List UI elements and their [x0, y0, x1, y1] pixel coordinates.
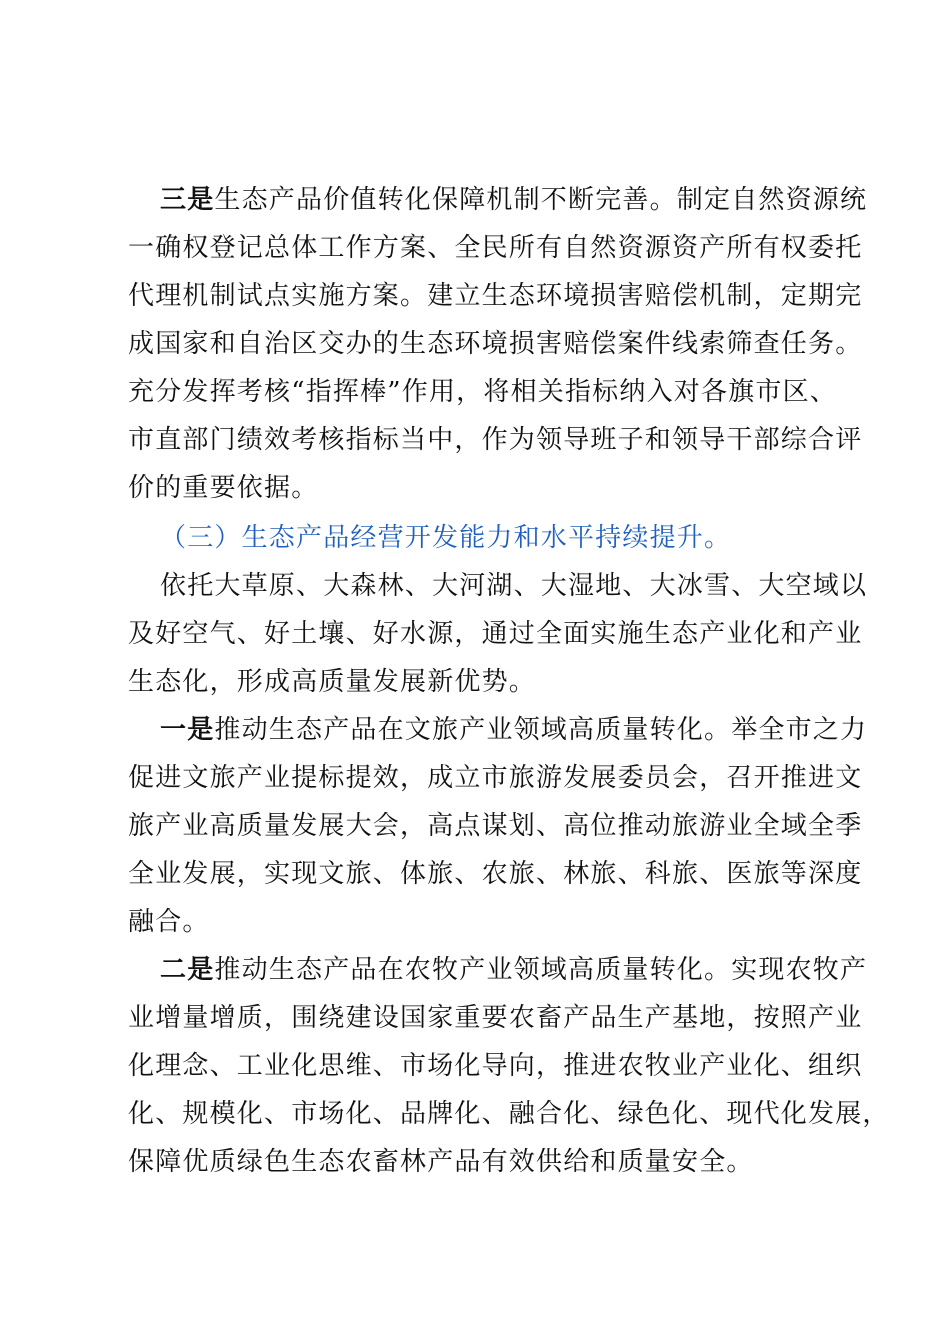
para3-line-2: 促进文旅产业提标提效，成立市旅游发展委员会，召开推进文 [128, 763, 863, 793]
para3-line-1 [160, 710, 867, 750]
para4-line-1 [160, 950, 867, 990]
para1-line-5: 充分发挥考核“指挥棒”作用，将相关指标纳入对各旗市区、 [128, 377, 837, 407]
para4-text-1: 推动生态产品在农牧产业领域高质量转化。实现农牧产 [214, 955, 868, 985]
para4-line-4: 化、规模化、市场化、品牌化、融合化、绿色化、现代化发展， [128, 1099, 890, 1129]
para2-line-3: 生态化，形成高质量发展新优势。 [128, 667, 537, 697]
para3-line-3: 旅产业高质量发展大会，高点谋划、高位推动旅游业全域全季 [128, 811, 863, 841]
para4-line-5: 保障优质绿色生态农畜林产品有效供给和质量安全。 [128, 1147, 754, 1177]
para1-line-1 [160, 180, 867, 220]
para1-line-6: 市直部门绩效考核指标当中，作为领导班子和领导干部综合评 [128, 425, 863, 455]
para2-line-1: 依托大草原、大森林、大河湖、大湿地、大冰雪、大空域以 [160, 571, 868, 601]
para1-line-2: 一确权登记总体工作方案、全民所有自然资源资产所有权委托 [128, 233, 863, 263]
para3-line-4: 全业发展，实现文旅、体旅、农旅、林旅、科旅、医旅等深度 [128, 859, 863, 889]
para1-lead: 三是 [160, 185, 215, 215]
para3-line-5: 融合。 [128, 907, 210, 937]
para4-line-3: 化理念、工业化思维、市场化导向，推进农牧业产业化、组织 [128, 1051, 863, 1081]
para4-line-2: 业增量增质，围绕建设国家重要农畜产品生产基地，按照产业 [128, 1003, 863, 1033]
para3-text-1: 推动生态产品在文旅产业领域高质量转化。举全市之力 [214, 715, 868, 745]
section-heading: （三）生态产品经营开发能力和水平持续提升。 [160, 523, 732, 553]
para1-line-4: 成国家和自治区交办的生态环境损害赔偿案件线索筛查任务。 [128, 329, 863, 359]
para2-line-2: 及好空气、好土壤、好水源，通过全面实施生态产业化和产业 [128, 619, 863, 649]
para3-lead: 一是 [160, 715, 215, 745]
para1-text-1: 生态产品价值转化保障机制不断完善。制定自然资源统 [214, 185, 868, 215]
para1-line-3: 代理机制试点实施方案。建立生态环境损害赔偿机制，定期完 [128, 281, 863, 311]
para1-line-7: 价的重要依据。 [128, 473, 319, 503]
para4-lead: 二是 [160, 955, 215, 985]
